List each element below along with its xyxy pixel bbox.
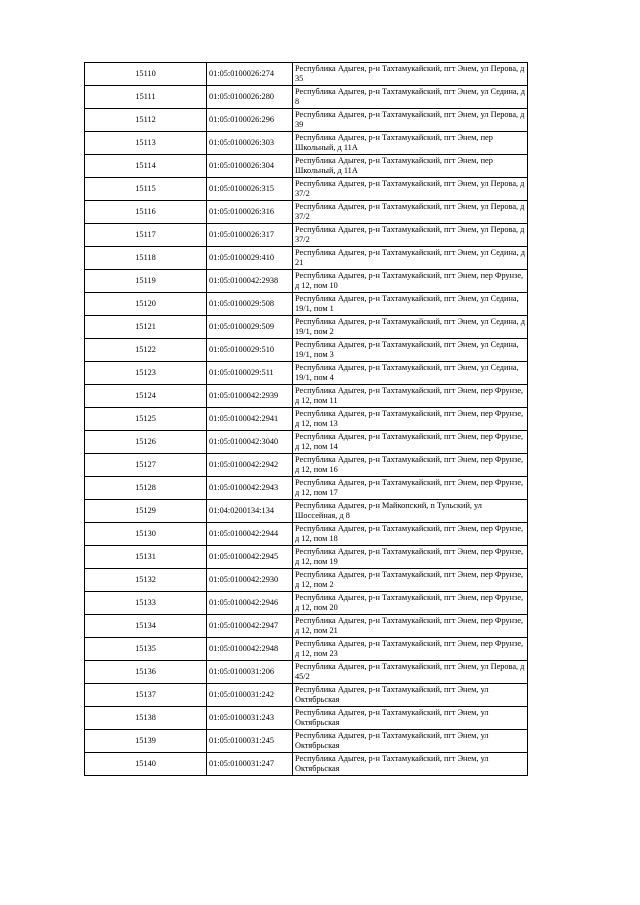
address: Республика Адыгея, р-н Тахтамукайский, пгт Энем, ул Седина, д 8 [293,86,528,109]
address: Республика Адыгея, р-н Тахтамукайский, пгт Энем, ул Октябрьская [293,707,528,730]
address: Республика Адыгея, р-н Тахтамукайский, пгт Энем, ул Перова, д 37/2 [293,201,528,224]
address: Республика Адыгея, р-н Тахтамукайский, пгт Энем, ул Октябрьская [293,753,528,776]
document-page [84,62,527,776]
table-row [85,569,528,592]
address: Республика Адыгея, р-н Тахтамукайский, пгт Энем, ул Перова, д 37/2 [293,178,528,201]
cadastral-number: 01:05:0100031:206 [207,661,293,684]
table-row [85,132,528,155]
cadastral-number: 01:05:0100029:410 [207,247,293,270]
address: Республика Адыгея, р-н Тахтамукайский, пгт Энем, пер Фрунзе, д 12, пом 2 [293,569,528,592]
cadastral-number: 01:05:0100026:280 [207,86,293,109]
cadastral-number: 01:05:0100031:243 [207,707,293,730]
address: Республика Адыгея, р-н Тахтамукайский, пгт Энем, ул Седина, д 19/1, пом 2 [293,316,528,339]
row-number: 15124 [85,385,207,408]
address: Республика Адыгея, р-н Тахтамукайский, пгт Энем, ул Октябрьская [293,730,528,753]
address: Республика Адыгея, р-н Тахтамукайский, пгт Энем, ул Седина, 19/1, пом 4 [293,362,528,385]
table-row [85,155,528,178]
address: Республика Адыгея, р-н Тахтамукайский, пгт Энем, ул Перова, д 35 [293,63,528,86]
table-row [85,362,528,385]
address: Республика Адыгея, р-н Тахтамукайский, пгт Энем, пер Фрунзе, д 12, пом 11 [293,385,528,408]
cadastral-number: 01:05:0100042:2944 [207,523,293,546]
cadastral-number: 01:05:0100026:316 [207,201,293,224]
table-row [85,477,528,500]
table-row [85,316,528,339]
address: Республика Адыгея, р-н Тахтамукайский, пгт Энем, пер Фрунзе, д 12, пом 21 [293,615,528,638]
row-number: 15130 [85,523,207,546]
table-row [85,638,528,661]
cadastral-number: 01:05:0100042:2938 [207,270,293,293]
table-row [85,224,528,247]
row-number: 15138 [85,707,207,730]
table-row [85,109,528,132]
row-number: 15112 [85,109,207,132]
row-number: 15126 [85,431,207,454]
table-row [85,661,528,684]
cadastral-number: 01:05:0100029:511 [207,362,293,385]
cadastral-number: 01:05:0100031:245 [207,730,293,753]
row-number: 15116 [85,201,207,224]
row-number: 15121 [85,316,207,339]
table-row [85,201,528,224]
table-row [85,408,528,431]
row-number: 15114 [85,155,207,178]
row-number: 15139 [85,730,207,753]
cadastral-number: 01:05:0100031:247 [207,753,293,776]
address: Республика Адыгея, р-н Тахтамукайский, пгт Энем, пер Фрунзе, д 12, пом 16 [293,454,528,477]
row-number: 15129 [85,500,207,523]
cadastral-number: 01:05:0100042:2946 [207,592,293,615]
cadastral-number: 01:05:0100026:303 [207,132,293,155]
cadastral-number: 01:05:0100042:2930 [207,569,293,592]
row-number: 15113 [85,132,207,155]
table-row [85,385,528,408]
table-row [85,707,528,730]
address: Республика Адыгея, р-н Тахтамукайский, пгт Энем, пер Фрунзе, д 12, пом 17 [293,477,528,500]
address: Республика Адыгея, р-н Тахтамукайский, пгт Энем, пер Школьный, д 11А [293,132,528,155]
registry-table [84,62,528,776]
row-number: 15111 [85,86,207,109]
table-row [85,63,528,86]
cadastral-number: 01:05:0100026:274 [207,63,293,86]
table-row [85,270,528,293]
table-row [85,500,528,523]
cadastral-number: 01:05:0100029:509 [207,316,293,339]
table-row [85,247,528,270]
cadastral-number: 01:05:0100026:317 [207,224,293,247]
table-row [85,592,528,615]
registry-table-body [85,63,528,776]
row-number: 15136 [85,661,207,684]
table-row [85,523,528,546]
row-number: 15132 [85,569,207,592]
cadastral-number: 01:05:0100026:315 [207,178,293,201]
table-row [85,546,528,569]
table-row [85,730,528,753]
address: Республика Адыгея, р-н Майкопский, п Тульский, ул Шоссейная, д 8 [293,500,528,523]
address: Республика Адыгея, р-н Тахтамукайский, пгт Энем, ул Перова, д 45/2 [293,661,528,684]
cadastral-number: 01:05:0100029:508 [207,293,293,316]
row-number: 15110 [85,63,207,86]
cadastral-number: 01:05:0100042:2942 [207,454,293,477]
row-number: 15135 [85,638,207,661]
cadastral-number: 01:05:0100026:296 [207,109,293,132]
address: Республика Адыгея, р-н Тахтамукайский, пгт Энем, пер Фрунзе, д 12, пом 23 [293,638,528,661]
row-number: 15128 [85,477,207,500]
table-row [85,753,528,776]
table-row [85,293,528,316]
table-row [85,684,528,707]
address: Республика Адыгея, р-н Тахтамукайский, пгт Энем, пер Фрунзе, д 12, пом 20 [293,592,528,615]
row-number: 15119 [85,270,207,293]
address: Республика Адыгея, р-н Тахтамукайский, пгт Энем, пер Фрунзе, д 12, пом 13 [293,408,528,431]
address: Республика Адыгея, р-н Тахтамукайский, пгт Энем, ул Седина, 19/1, пом 1 [293,293,528,316]
row-number: 15133 [85,592,207,615]
cadastral-number: 01:05:0100042:2948 [207,638,293,661]
row-number: 15122 [85,339,207,362]
cadastral-number: 01:05:0100031:242 [207,684,293,707]
row-number: 15127 [85,454,207,477]
table-row [85,615,528,638]
cadastral-number: 01:05:0100042:2943 [207,477,293,500]
table-row [85,431,528,454]
address: Республика Адыгея, р-н Тахтамукайский, пгт Энем, ул Седина, д 21 [293,247,528,270]
address: Республика Адыгея, р-н Тахтамукайский, пгт Энем, ул Перова, д 37/2 [293,224,528,247]
row-number: 15125 [85,408,207,431]
cadastral-number: 01:05:0100042:3040 [207,431,293,454]
table-row [85,454,528,477]
cadastral-number: 01:04:0200134:134 [207,500,293,523]
row-number: 15117 [85,224,207,247]
row-number: 15115 [85,178,207,201]
address: Республика Адыгея, р-н Тахтамукайский, пгт Энем, ул Октябрьская [293,684,528,707]
cadastral-number: 01:05:0100029:510 [207,339,293,362]
address: Республика Адыгея, р-н Тахтамукайский, пгт Энем, пер Фрунзе, д 12, пом 14 [293,431,528,454]
address: Республика Адыгея, р-н Тахтамукайский, пгт Энем, пер Фрунзе, д 12, пом 19 [293,546,528,569]
cadastral-number: 01:05:0100042:2947 [207,615,293,638]
row-number: 15123 [85,362,207,385]
row-number: 15118 [85,247,207,270]
row-number: 15137 [85,684,207,707]
address: Республика Адыгея, р-н Тахтамукайский, пгт Энем, пер Школьный, д 11А [293,155,528,178]
table-row [85,339,528,362]
row-number: 15140 [85,753,207,776]
address: Республика Адыгея, р-н Тахтамукайский, пгт Энем, пер Фрунзе, д 12, пом 18 [293,523,528,546]
address: Республика Адыгея, р-н Тахтамукайский, пгт Энем, ул Седина, 19/1, пом 3 [293,339,528,362]
table-row [85,178,528,201]
address: Республика Адыгея, р-н Тахтамукайский, пгт Энем, ул Перова, д 39 [293,109,528,132]
cadastral-number: 01:05:0100026:304 [207,155,293,178]
cadastral-number: 01:05:0100042:2939 [207,385,293,408]
row-number: 15120 [85,293,207,316]
row-number: 15131 [85,546,207,569]
cadastral-number: 01:05:0100042:2945 [207,546,293,569]
table-row [85,86,528,109]
row-number: 15134 [85,615,207,638]
cadastral-number: 01:05:0100042:2941 [207,408,293,431]
address: Республика Адыгея, р-н Тахтамукайский, пгт Энем, пер Фрунзе, д 12, пом 10 [293,270,528,293]
